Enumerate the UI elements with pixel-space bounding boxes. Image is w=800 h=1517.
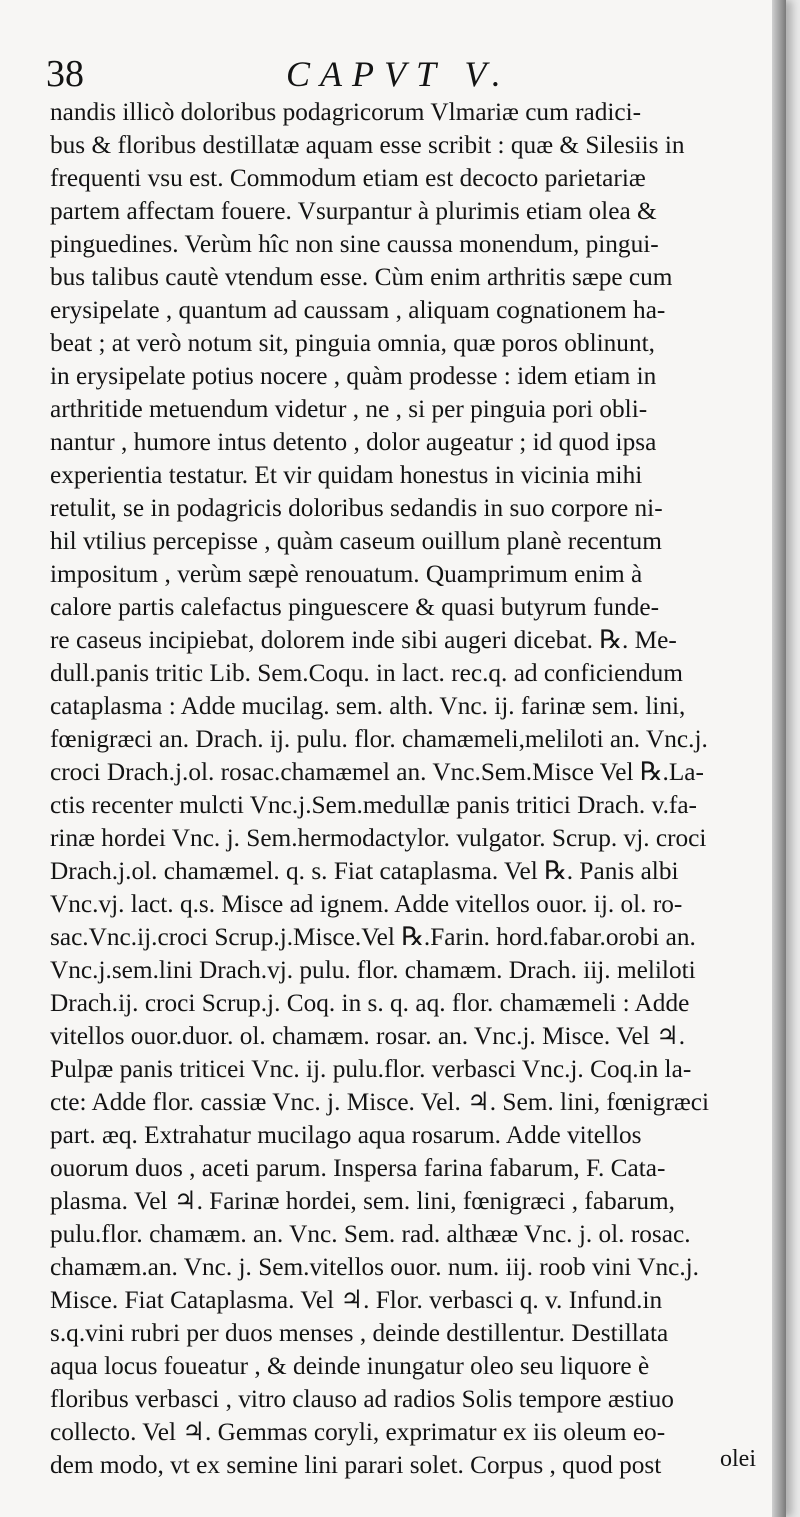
text-line: experientia testatur. Et vir quidam honestus in vicinia mihi <box>50 461 643 489</box>
text-line: retulit, se in podagricis doloribus sedandis in suo corpore ni- <box>50 494 663 522</box>
page-header <box>46 50 766 98</box>
text-line: erysipelate , quantum ad caussam , aliquam cognationem ha- <box>50 296 666 324</box>
text-line: pulu.flor. chamæm. an. Vnc. Sem. rad. althææ Vnc. j. ol. rosac. <box>50 1220 691 1248</box>
text-line: part. æq. Extrahatur mucilago aqua rosarum. Adde vitellos <box>50 1121 642 1149</box>
text-line: nantur , humore intus detento , dolor augeatur ; id quod ipsa <box>50 428 657 456</box>
text-line: arthritide metuendum videtur , ne , si per pinguia pori obli- <box>50 395 648 423</box>
text-line: pinguedines. Verùm hîc non sine caussa monendum, pingui- <box>50 230 659 258</box>
text-line: Drach.j.ol. chamæmel. q. s. Fiat cataplasma. Vel ℞. Panis albi <box>50 857 679 885</box>
text-line: vitellos ouor.duor. ol. chamæm. rosar. an. Vnc.j. Misce. Vel ♃. <box>50 1022 686 1050</box>
text-line: Vnc.vj. lact. q.s. Misce ad ignem. Adde vitellos ouor. ij. ol. ro- <box>50 890 683 918</box>
text-line: impositum , verùm sæpè renouatum. Quamprimum enim à <box>50 560 643 588</box>
text-line: dull.panis tritic Lib. Sem.Coqu. in lact. rec.q. ad conficiendum <box>50 659 683 687</box>
text-line: croci Drach.j.ol. rosac.chamæmel an. Vnc.Sem.Misce Vel ℞.La- <box>50 758 704 786</box>
text-line: Pulpæ panis triticei Vnc. ij. pulu.flor. verbasci Vnc.j. Coq.in la- <box>50 1055 692 1083</box>
text-line: Misce. Fiat Cataplasma. Vel ♃. Flor. verbasci q. v. Infund.in <box>50 1286 663 1314</box>
body-text <box>50 96 772 1482</box>
text-line: bus talibus cautè vtendum esse. Cùm enim arthritis sæpe cum <box>50 263 673 291</box>
text-line: aqua locus foueatur , & deinde inungatur oleo seu liquore è <box>50 1352 650 1380</box>
text-line: calore partis calefactus pinguescere & quasi butyrum funde- <box>50 593 659 621</box>
text-line: rinæ hordei Vnc. j. Sem.hermodactylor. vulgator. Scrup. vj. croci <box>50 824 707 852</box>
text-line: ctis recenter mulcti Vnc.j.Sem.medullæ panis tritici Drach. v.fa- <box>50 791 697 819</box>
page-edge <box>772 0 786 1517</box>
text-line: sac.Vnc.ij.croci Scrup.j.Misce.Vel ℞.Farin. hord.fabar.orobi an. <box>50 923 696 951</box>
page-number: 38 <box>46 53 84 95</box>
text-line: Vnc.j.sem.lini Drach.vj. pulu. flor. chamæm. Drach. iij. meliloti <box>50 956 696 984</box>
text-line: chamæm.an. Vnc. j. Sem.vitellos ouor. num. iij. roob vini Vnc.j. <box>50 1253 700 1281</box>
text-line: beat ; at verò notum sit, pinguia omnia, quæ poros oblinunt, <box>50 329 655 357</box>
catchword: olei <box>720 1446 756 1472</box>
text-line: dem modo, vt ex semine lini parari solet. Corpus , quod post <box>50 1451 662 1479</box>
text-line: bus & floribus destillatæ aquam esse scribit : quæ & Silesiis in <box>50 131 685 159</box>
text-line: cte: Adde flor. cassiæ Vnc. j. Misce. Vel. ♃. Sem. lini, fœnigræci <box>50 1088 710 1116</box>
text-line: fœnigræci an. Drach. ij. pulu. flor. chamæmeli,meliloti an. Vnc.j. <box>50 725 708 753</box>
text-line: in erysipelate potius nocere , quàm prodesse : idem etiam in <box>50 362 657 390</box>
text-line: re caseus incipiebat, dolorem inde sibi augeri dicebat. ℞. Me- <box>50 626 677 654</box>
text-line: s.q.vini rubri per duos menses , deinde destillentur. Destillata <box>50 1319 669 1347</box>
text-line: frequenti vsu est. Commodum etiam est decocto parietariæ <box>50 164 646 192</box>
running-head: CAPVT V. <box>286 54 511 94</box>
text-line: partem affectam fouere. Vsurpantur à plurimis etiam olea & <box>50 197 657 225</box>
text-line: nandis illicò doloribus podagricorum Vlmariæ cum radici- <box>50 98 642 126</box>
text-line: collecto. Vel ♃. Gemmas coryli, exprimatur ex iis oleum eo- <box>50 1418 666 1446</box>
text-line: Drach.ij. croci Scrup.j. Coq. in s. q. aq. flor. chamæmeli : Adde <box>50 989 690 1017</box>
text-line: cataplasma : Adde mucilag. sem. alth. Vnc. ij. farinæ sem. lini, <box>50 692 686 720</box>
text-line: hil vtilius percepisse , quàm caseum ouillum planè recentum <box>50 527 662 555</box>
text-line: plasma. Vel ♃. Farinæ hordei, sem. lini, fœnigræci , fabarum, <box>50 1187 676 1215</box>
text-line: ouorum duos , aceti parum. Inspersa farina fabarum, F. Cata- <box>50 1154 666 1182</box>
text-line: floribus verbasci , vitro clauso ad radios Solis tempore æstiuo <box>50 1385 674 1413</box>
